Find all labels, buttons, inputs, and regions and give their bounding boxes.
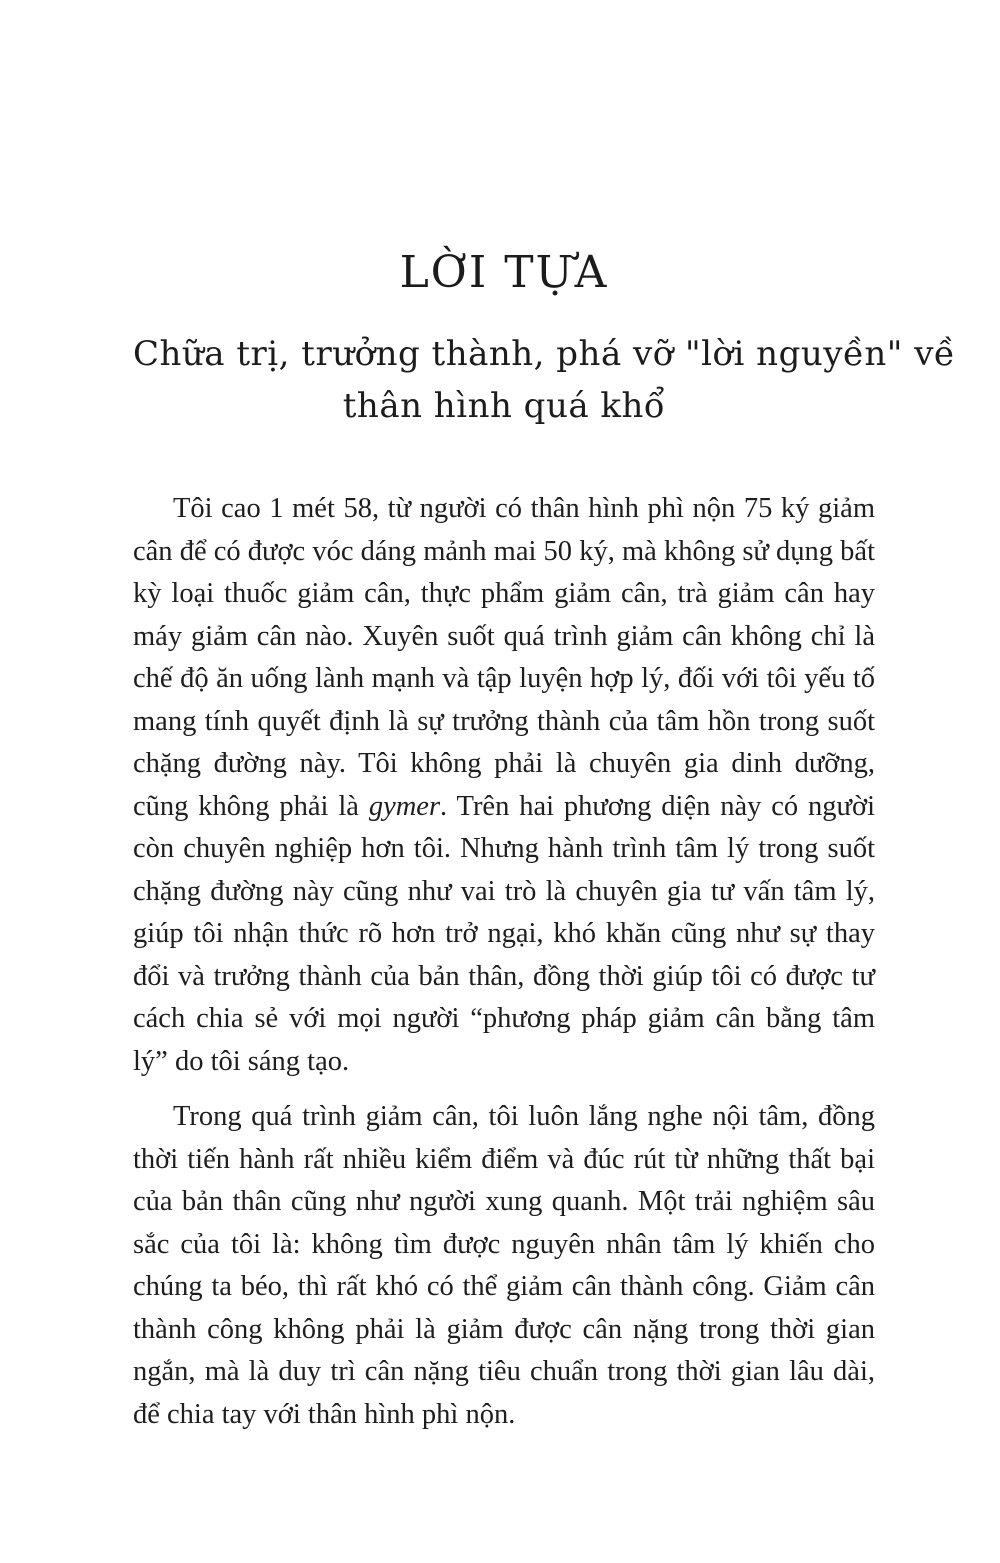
chapter-title: LỜI TỰA [399,247,609,298]
text-run: . Trên hai phương diện này có người còn chuyên nghiệp hơn tôi. Nhưng hành trình tâm lý trong suốt chặng đường này cũng như vai trò là chuyên gia tư vấn tâm lý, giúp tôi nhận thức rõ hơn trở ngại, khó khăn cũng như sự thay đổi và trưởng thành của bản thân, đồng thời giúp tôi có được tư cách chia sẻ với mọi người “phương pháp giảm cân bằng tâm lý” do tôi sáng tạo. [133,790,875,1077]
paragraph-2 [133,1096,875,1436]
chapter-subtitle [133,328,956,432]
page-content [133,0,956,1436]
paragraph-1 [133,488,875,1083]
chapter-subtitle-line-1: Chữa trị, trưởng thành, phá vỡ "lời nguyền" về [133,334,956,374]
chapter-subtitle-line-2: thân hình quá khổ [342,386,666,426]
body-text [133,488,875,1436]
text-run: Tôi cao 1 mét 58, từ người có thân hình phì nộn 75 ký giảm cân để có được vóc dáng mảnh mai 50 ký, mà không sử dụng bất kỳ loại thuốc giảm cân, thực phẩm giảm cân, trà giảm cân hay máy giảm cân nào. Xuyên suốt quá trình giảm cân không chỉ là chế độ ăn uống lành mạnh và tập luyện hợp lý, đối với tôi yếu tố mang tính quyết định là sự trưởng thành của tâm hồn trong suốt chặng đường này. Tôi không phải là chuyên gia dinh dưỡng, cũng không phải là [133,493,875,822]
text-run: Trong quá trình giảm cân, tôi luôn lắng nghe nội tâm, đồng thời tiến hành rất nhiều kiểm điểm và đúc rút từ những thất bại của bản thân cũng như người xung quanh. Một trải nghiệm sâu sắc của tôi là: không tìm được nguyên nhân tâm lý khiến cho chúng ta béo, thì rất khó có thể giảm cân thành công. Giảm cân thành công không phải là giảm được cân nặng trong thời gian ngắn, mà là duy trì cân nặng tiêu chuẩn trong thời gian lâu dài, để chia tay với thân hình phì nộn. [133,1101,875,1430]
italic-text-run: gymer [368,790,441,822]
